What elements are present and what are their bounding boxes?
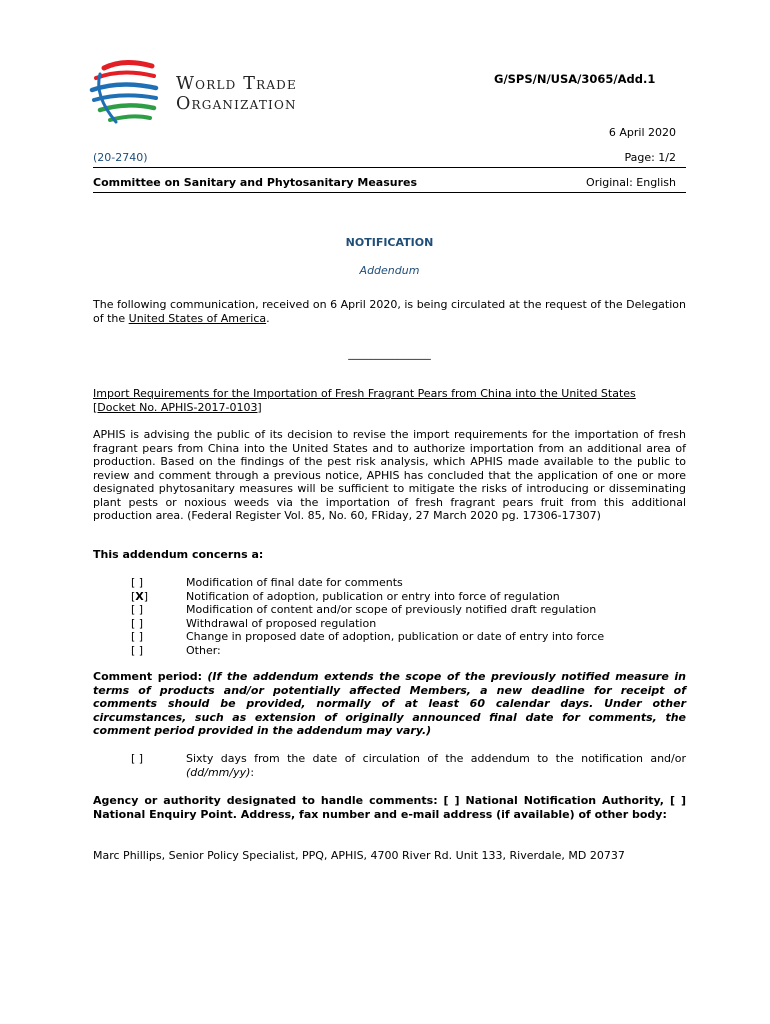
member-name: United States of America [128,311,267,325]
original-language: Original: English [586,176,676,189]
agency-heading: Agency or authority designated to handle comments: [ ] National Notification Authority, [ ] National Enquiry Point. Address, fax number and e-mail address (if available) of other body: [93,794,686,821]
intro-text: The following communication, received on 6 April 2020, is being circulated at the request of the Delegation of the [93,298,686,325]
option-withdrawal: Withdrawal of proposed regulation [186,616,377,630]
checkbox-sixty-days[interactable]: [ ] [131,752,144,765]
checkbox-other[interactable]: [ ] [131,643,144,657]
committee-name: Committee on Sanitary and Phytosanitary Measures [93,176,418,189]
option-other: Other: [186,643,221,657]
measure-title-line2: [Docket No. APHIS-2017-0103] [93,400,262,414]
option-change-date: Change in proposed date of adoption, publication or date of entry into force [186,630,605,643]
option-final-date: Modification of final date for comments [186,576,403,589]
page-number: Page: 1/2 [624,151,676,164]
document-symbol: G/SPS/N/USA/3065/Add.1 [494,72,656,86]
org-name-line1: World Trade [176,74,297,94]
option-sixty-days-text: Sixty days from the date of circulation of the addendum to the notification and/or [186,752,686,765]
document-number: (20-2740) [93,151,148,164]
comment-period-note: (If the addendum extends the scope of the previously notified measure in terms of products and/or potentially affected Members, a new deadline for receipt of comments should be provided, normally of at least 60 calendar days. Under other circumstances, such as extension of originally announced final date for comments, the comment period provided in the addendum may vary.) [93,670,687,737]
header-rule-2 [93,192,686,193]
date-format-colon: : [250,765,255,779]
checkbox-withdrawal[interactable]: [ ] [131,616,144,630]
measure-title [93,387,686,414]
document-date: 6 April 2020 [608,126,676,139]
checkbox-adoption[interactable]: [X] [131,589,149,603]
option-sixty-days [186,752,686,779]
separator-line: _______________ [348,347,431,360]
checkbox-modification[interactable]: [ ] [131,603,144,616]
option-adoption: Notification of adoption, publication or entry into force of regulation [186,589,560,603]
checkbox-change-date[interactable]: [ ] [131,630,144,643]
org-name-line2: Organization [176,94,297,114]
addendum-subheading: Addendum [359,264,420,277]
comment-period [93,670,686,738]
measure-title-line1: Import Requirements for the Importation of Fresh Fragrant Pears from China into the United States [93,387,636,400]
date-format: (dd/mm/yy) [186,765,251,779]
measure-description: APHIS is advising the public of its decision to revise the import requirements for the importation of fresh fragrant pears from China into the United States and to authorize importation from an additional area of production. Based on the findings of the pest risk analysis, which APHIS made available to the public to review and comment through a previous notice, APHIS has concluded that the application of one or more designated phytosanitary measures will be sufficient to mitigate the risks of introducing or disseminating plant pests or noxious weeds via the importation of fresh fragrant pears fruit from this additional production area. (Federal Register Vol. 85, No. 60, FRiday, 27 March 2020 pg. 17306-17307) [93,428,686,522]
contact-address: Marc Phillips, Senior Policy Specialist, PPQ, APHIS, 4700 River Rd. Unit 133, Riverdale, MD 20737 [93,849,625,862]
concerns-heading: This addendum concerns a: [93,548,264,561]
intro-paragraph [93,298,686,325]
org-name [176,74,297,114]
wto-logo-icon [86,56,166,128]
intro-text-end: . [266,311,270,325]
comment-period-label: Comment period: [93,670,203,683]
notification-heading: NOTIFICATION [345,236,434,249]
option-modification: Modification of content and/or scope of previously notified draft regulation [186,603,597,616]
header-rule [93,167,686,168]
checkbox-final-date[interactable]: [ ] [131,576,144,589]
